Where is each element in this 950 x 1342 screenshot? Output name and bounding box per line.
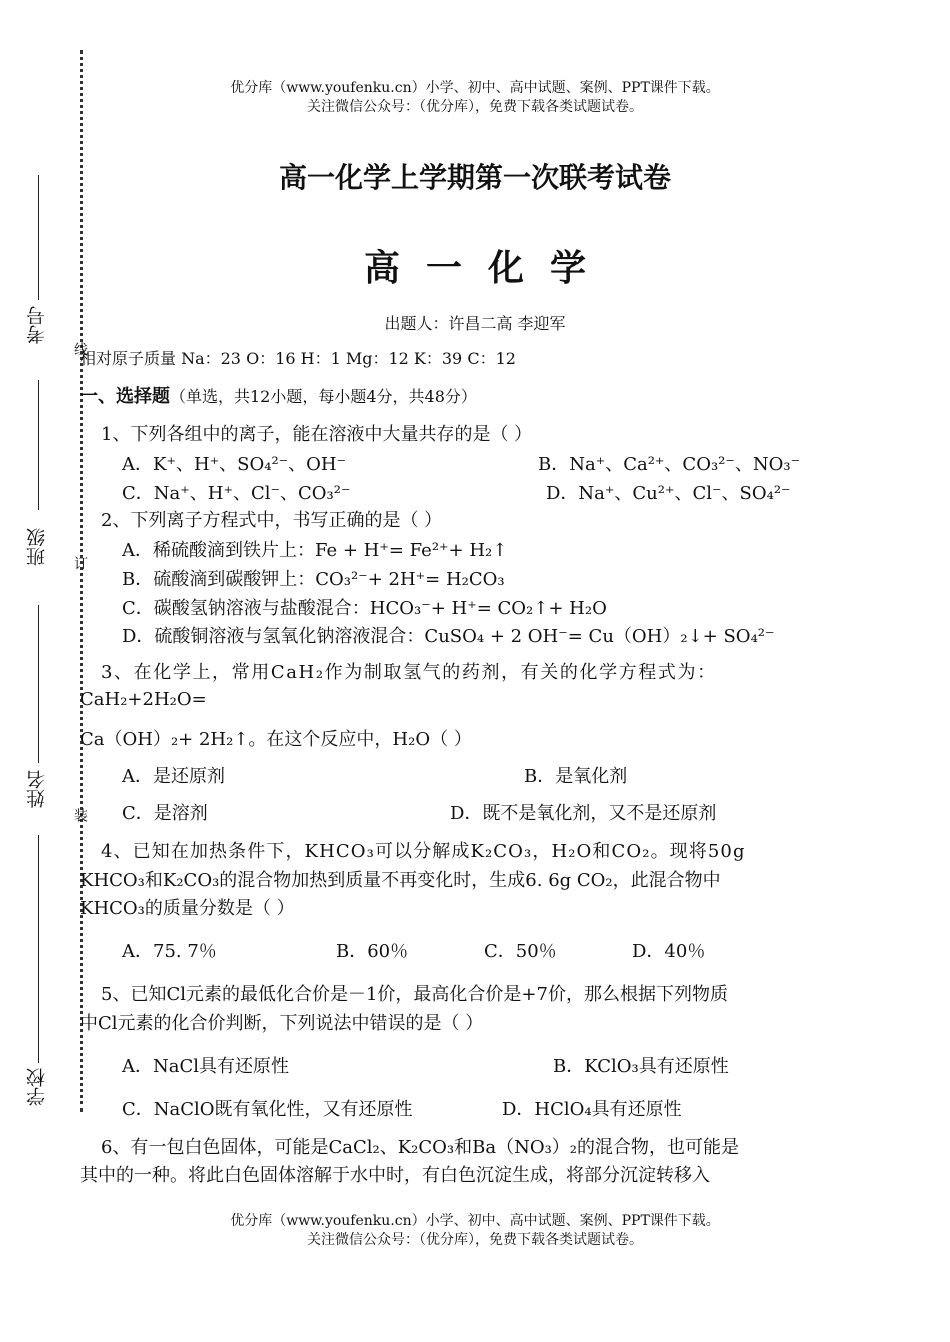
q4-stem-line3: KHCO₃的质量分数是（ ） — [80, 898, 295, 919]
q3-option-d: D．既不是氧化剂，又不是还原剂 — [450, 803, 717, 824]
header — [0, 79, 950, 117]
binding-char-zhuang: 装 — [72, 808, 88, 822]
binding-char-xian: 线 — [72, 342, 88, 356]
class-line — [38, 380, 39, 510]
q2-option-b: B．硫酸滴到碳酸钾上：CO₃²⁻+ 2H⁺= H₂CO₃ — [122, 569, 505, 590]
q1-option-c: C．Na⁺、H⁺、Cl⁻、CO₃²⁻ — [122, 483, 351, 504]
q4-stem-line1: 4、已知在加热条件下，KHCO₃可以分解成K₂CO₃，H₂O和CO₂。现将50g — [101, 841, 746, 862]
q4-option-a: A．75. 7％ — [122, 941, 217, 962]
q2-option-d: D．硫酸铜溶液与氢氧化钠溶液混合：CuSO₄ + 2 OH⁻= Cu（OH）₂↓+ SO₄²⁻ — [122, 626, 775, 647]
q2-stem: 2、下列离子方程式中，书写正确的是（ ） — [101, 510, 443, 531]
q3-option-a: A．是还原剂 — [122, 766, 225, 787]
name-label: 姓名 — [26, 770, 48, 808]
q1-stem: 1、下列各组中的离子，能在溶液中大量共存的是（ ） — [101, 424, 533, 445]
footer — [0, 1212, 950, 1250]
section-heading — [80, 382, 477, 408]
q3-stem-line3: Ca（OH）₂+ 2H₂↑。在这个反应中，H₂O（ ） — [80, 729, 472, 750]
header-line-2: 关注微信公众号：（优分库），免费下载各类试题试卷。 — [307, 99, 643, 115]
exam-title: 高一化学上学期第一次联考试卷 — [278, 161, 671, 194]
section-note: （单选，共12小题，每小题4分，共48分） — [170, 387, 477, 406]
footer-line-2: 关注微信公众号：（优分库），免费下载各类试题试卷。 — [307, 1232, 643, 1248]
author-line: 出题人：许昌二高 李迎军 — [384, 314, 566, 333]
q4-option-b: B．60％ — [336, 941, 409, 962]
school-line — [38, 835, 39, 1063]
q1-option-b: B．Na⁺、Ca²⁺、CO₃²⁻、NO₃⁻ — [538, 454, 801, 475]
atomic-masses: 相对原子质量 Na：23 O：16 H：1 Mg：12 K：39 C：12 — [80, 349, 516, 368]
q5-option-d: D．HClO₄具有还原性 — [502, 1099, 682, 1120]
q5-option-a: A．NaCl具有还原性 — [122, 1056, 290, 1077]
q1-option-d: D．Na⁺、Cu²⁺、Cl⁻、SO₄²⁻ — [546, 483, 791, 504]
subject-title: 高一化学 — [363, 247, 612, 289]
q5-option-c: C．NaClO既有氧化性，又有还原性 — [122, 1099, 413, 1120]
q4-option-d: D．40％ — [632, 941, 706, 962]
q4-option-c: C．50％ — [484, 941, 557, 962]
school-label: 学校 — [26, 1068, 48, 1106]
class-label: 班级 — [26, 528, 48, 566]
q4-stem-line2: KHCO₃和K₂CO₃的混合物加热到质量不再变化时，生成6. 6g CO₂，此混合物中 — [80, 870, 721, 891]
binding-dotted-line — [80, 50, 83, 1112]
name-line — [38, 605, 39, 763]
q3-option-c: C．是溶剂 — [122, 803, 208, 824]
q3-option-b: B．是氧化剂 — [524, 766, 628, 787]
footer-line-1: 优分库（www.youfenku.cn）小学、初中、高中试题、案例、PPT课件下载。 — [230, 1213, 720, 1229]
exam-number-label: 考号 — [26, 306, 48, 344]
q5-option-b: B．KClO₃具有还原性 — [553, 1056, 729, 1077]
q3-stem-line2: CaH₂+2H₂O= — [80, 689, 207, 710]
q6-stem-line2: 其中的一种。将此白色固体溶解于水中时，有白色沉淀生成，将部分沉淀转移入 — [80, 1165, 710, 1186]
q1-option-a: A．K⁺、H⁺、SO₄²⁻、OH⁻ — [122, 454, 347, 475]
q2-option-c: C．碳酸氢钠溶液与盐酸混合：HCO₃⁻+ H⁺= CO₂↑+ H₂O — [122, 598, 607, 619]
header-line-1: 优分库（www.youfenku.cn）小学、初中、高中试题、案例、PPT课件下载。 — [230, 80, 720, 96]
q2-option-a: A．稀硫酸滴到铁片上：Fe + H⁺= Fe²⁺+ H₂↑ — [122, 540, 508, 561]
q5-stem-line1: 5、已知Cl元素的最低化合价是－1价，最高化合价是+7价，那么根据下列物质 — [101, 984, 728, 1005]
q6-stem-line1: 6、有一包白色固体，可能是CaCl₂、K₂CO₃和Ba（NO₃）₂的混合物，也可能是 — [101, 1137, 740, 1158]
q5-stem-line2: 中Cl元素的化合价判断，下列说法中错误的是（ ） — [80, 1013, 484, 1034]
binding-char-ding: 订 — [72, 556, 88, 570]
q3-stem-line1: 3、在化学上，常用CaH₂作为制取氢气的药剂，有关的化学方程式为： — [101, 662, 717, 683]
section-title: 一、选择题 — [80, 386, 170, 407]
